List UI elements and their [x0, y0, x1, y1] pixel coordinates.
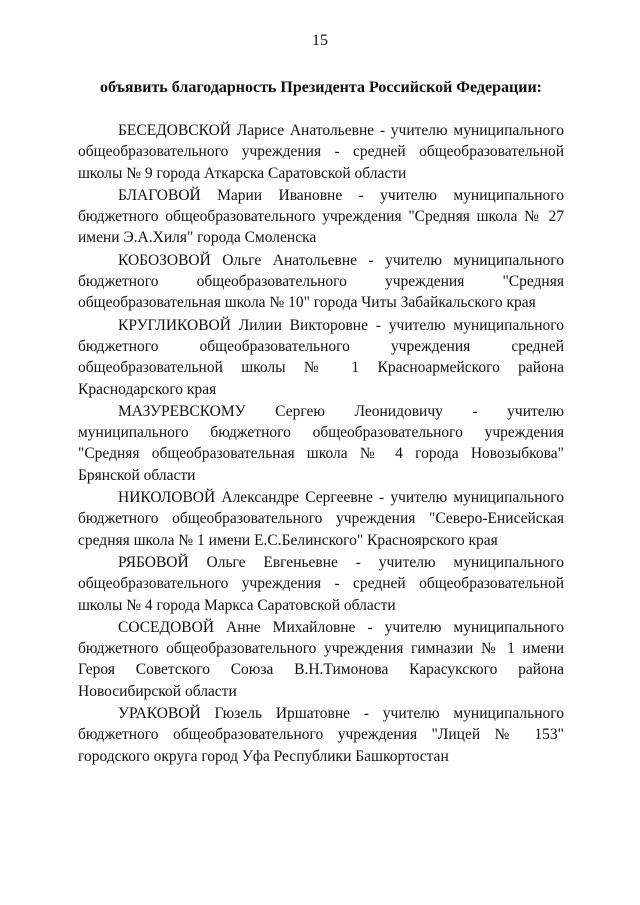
recipient-name: МАЗУРЕВСКОМУ Сергею Леонидовичу — [118, 402, 443, 420]
recipient-entry — [78, 315, 564, 400]
recipient-name: КОБОЗОВОЙ Ольге Анатольевне — [118, 251, 358, 269]
recipient-description: - учителю муниципального бюджетного общеобразовательного учреждения "Средняя общеобразовательная школа № 4 города Новозыбкова" Брянской области — [78, 402, 564, 484]
recipient-description: - учителю муниципального бюджетного общеобразовательного учреждения средней общеобразовательной школы № 1 Красноармейского района Краснодарского края — [78, 316, 565, 398]
recipient-entry — [78, 552, 564, 616]
recipient-description: - учителю муниципального общеобразовательного учреждения - средней общеобразовательной школы № 9 города Аткарска Саратовской области — [78, 122, 564, 182]
recipient-name: БЕСЕДОВСКОЙ Ларисе Анатольевне — [118, 122, 375, 139]
decree-heading: объявить благодарность Президента Российской Федерации: — [100, 79, 542, 96]
recipient-name: КРУГЛИКОВОЙ Лилии Викторовне — [118, 316, 368, 334]
recipient-entry — [78, 250, 564, 314]
recipient-description: - учителю муниципального общеобразовательного учреждения - средней общеобразовательной школы № 4 города Маркса Саратовской области — [78, 553, 564, 614]
recipient-name: СОСЕДОВОЙ Анне Михайловне — [118, 618, 356, 636]
recipient-name: РЯБОВОЙ Ольге Евгеньевне — [118, 553, 338, 571]
recipient-description: - учителю муниципального бюджетного общеобразовательного учреждения гимназии № 1 имени Героя Советского Союза В.Н.Тимонова Карасукского района Новосибирской области — [78, 618, 565, 700]
recipient-entry — [78, 401, 564, 486]
recipient-entry — [78, 185, 564, 249]
page-number: 15 — [312, 32, 328, 49]
recipient-description: - учителю муниципального бюджетного общеобразовательного учреждения "Лицей № 153" городского округа город Уфа Республики Башкортостан — [78, 705, 564, 765]
recipient-description: - учителю муниципального бюджетного общеобразовательного учреждения "Средняя общеобразовательная школа № 10" города Читы Забайкальского края — [78, 251, 565, 312]
recipient-name: БЛАГОВОЙ Марии Ивановне — [118, 186, 343, 204]
recipient-description: - учителю муниципального бюджетного общеобразовательного учреждения "Средняя школа № 27 имени Э.А.Хиля" города Смоленска — [78, 186, 564, 247]
recipient-entry — [78, 120, 564, 184]
recipient-entry — [78, 703, 564, 767]
recipient-entry — [78, 487, 564, 551]
recipient-name: УРАКОВОЙ Гюзель Иршатовне — [118, 705, 351, 723]
recipient-name: НИКОЛОВОЙ Александре Сергеевне — [118, 489, 373, 507]
recipient-description: - учителю муниципального бюджетного общеобразовательного учреждения "Северо-Енисейская средняя школа № 1 имени Е.С.Белинского" Красноярского края — [78, 489, 564, 549]
recipient-entry — [78, 617, 564, 702]
recipient-list — [78, 120, 564, 768]
